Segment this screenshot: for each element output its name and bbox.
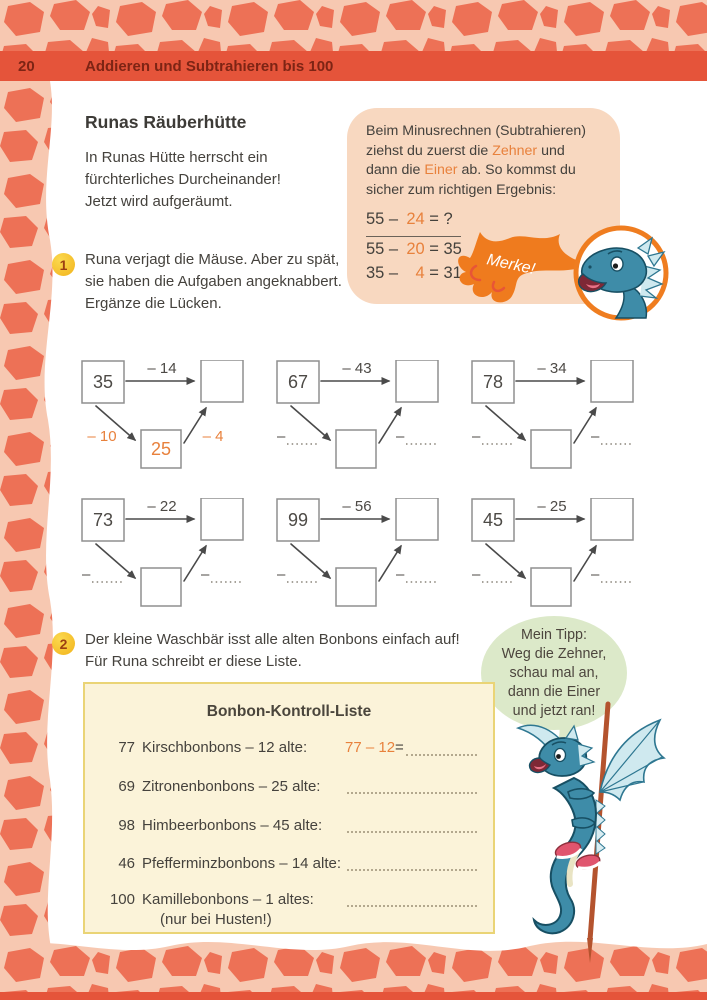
left-minus-label: – xyxy=(277,428,286,445)
bonbon-list-title: Bonbon-Kontroll-Liste xyxy=(206,703,372,720)
answer-blank xyxy=(406,740,477,756)
start-number: 78 xyxy=(482,372,504,392)
task2-line: Der kleine Waschbär isst alle alten Bonbons einfach auf! xyxy=(85,631,460,648)
bonbon-row xyxy=(103,891,477,933)
example-equations xyxy=(366,210,462,288)
right-minus-label: – xyxy=(591,566,600,583)
answer-equation: 77 – 12 xyxy=(345,739,396,756)
start-number: 35 xyxy=(92,372,114,392)
arrow xyxy=(96,544,135,578)
header-band xyxy=(0,51,707,81)
merke-line: ab. So kommst du xyxy=(457,162,576,178)
right-minus-label: – xyxy=(201,566,210,583)
bonbon-note: (nur bei Husten!) xyxy=(160,911,272,928)
diagram-box xyxy=(336,568,376,606)
top-minus-label: – 43 xyxy=(342,360,372,377)
bonbon-label: Kamillebonbons – 1 altes: xyxy=(142,891,314,908)
climbing-dragon-illustration xyxy=(512,700,667,970)
answer-equals: = xyxy=(395,739,404,756)
start-number: 67 xyxy=(287,372,309,392)
intro-line: In Runas Hütte herrscht ein xyxy=(85,149,268,166)
task2-text xyxy=(85,629,460,673)
task2-badge xyxy=(52,632,75,655)
bonbon-count: 100 xyxy=(109,891,135,908)
left-minus-label: – 10 xyxy=(87,428,117,445)
bonbon-list-box xyxy=(83,682,495,934)
merke-line: dann die xyxy=(366,162,425,178)
right-minus-label: – xyxy=(396,566,405,583)
bonbon-row xyxy=(103,817,477,837)
top-minus-label: – 34 xyxy=(537,360,567,377)
bonbon-label: Himbeerbonbons – 45 alte: xyxy=(142,817,323,834)
diagram-box xyxy=(396,498,438,540)
intro-line: fürchterliches Durcheinander! xyxy=(85,171,281,188)
subtraction-diagram-3 xyxy=(470,360,662,472)
start-number: 99 xyxy=(287,510,309,530)
bonbon-row xyxy=(103,778,477,798)
answer-blank xyxy=(347,778,477,794)
bonbon-row xyxy=(103,855,477,875)
tip-line: schau mal an, xyxy=(509,665,599,681)
merke-badge-label: Merke! xyxy=(485,251,537,279)
top-minus-label: – 25 xyxy=(537,498,567,515)
diagram-box xyxy=(336,430,376,468)
task2-number: 2 xyxy=(59,635,68,652)
task2-line: Für Runa schreibt er diese Liste. xyxy=(85,653,302,670)
left-minus-label: – xyxy=(472,566,481,583)
intro-line: Jetzt wird aufgeräumt. xyxy=(85,193,233,210)
answer-blank xyxy=(347,855,477,871)
bonbon-label: Kirschbonbons – 12 alte: xyxy=(142,739,308,756)
bonbon-count: 77 xyxy=(118,739,135,756)
subtraction-diagram-5 xyxy=(275,498,467,610)
equation-divider-line xyxy=(366,236,461,237)
merke-text xyxy=(366,122,586,200)
middle-value: 25 xyxy=(150,439,172,459)
keyword-einer: Einer xyxy=(424,162,458,178)
diagram-box xyxy=(591,498,633,540)
bonbon-label: Zitronenbonbons – 25 alte: xyxy=(142,778,321,795)
arrow xyxy=(486,544,525,578)
intro-paragraph xyxy=(85,147,281,213)
bonbon-count: 46 xyxy=(118,855,135,872)
dragon-head-illustration xyxy=(570,222,672,324)
diagram-box xyxy=(141,568,181,606)
page-number: 20 xyxy=(18,57,35,75)
section-heading: Runas Räuberhütte xyxy=(85,112,247,132)
equation: 55 – 20 = 35 xyxy=(366,240,462,258)
tip-line: dann die Einer xyxy=(507,684,601,700)
top-minus-label: – 22 xyxy=(147,498,177,515)
keyword-zehner: Zehner xyxy=(492,142,538,159)
diagram-box xyxy=(591,360,633,402)
right-minus-label: – xyxy=(396,428,405,445)
merke-line: und xyxy=(537,142,565,159)
diagram-box xyxy=(396,360,438,402)
merke-line: sicher zum richtigen Ergebnis: xyxy=(366,181,557,198)
diagram-box xyxy=(201,360,243,402)
task1-line: sie haben die Aufgaben angeknabbert. xyxy=(85,273,342,290)
bonbon-row xyxy=(103,739,477,759)
answer-blank xyxy=(347,817,477,833)
left-minus-label: – xyxy=(277,566,286,583)
tip-line: Mein Tipp: xyxy=(521,627,587,643)
tip-line: Weg die Zehner, xyxy=(501,646,607,662)
merke-line: Beim Minusrechnen (Subtrahieren) xyxy=(366,123,587,139)
diagram-box xyxy=(531,568,571,606)
bonbon-count: 98 xyxy=(118,817,135,834)
bonbon-count: 69 xyxy=(118,778,135,795)
right-minus-label: – xyxy=(591,428,600,445)
diagram-box xyxy=(531,430,571,468)
subtraction-diagram-1 xyxy=(80,360,272,472)
tip-line: und jetzt ran! xyxy=(512,703,596,719)
equation: 35 – 4 = 31 xyxy=(366,264,462,282)
chapter-title: Addieren und Subtrahieren bis 100 xyxy=(85,57,334,75)
top-minus-label: – 14 xyxy=(147,360,177,377)
answer-blank xyxy=(347,891,477,907)
task1-line: Runa verjagt die Mäuse. Aber zu spät, xyxy=(85,251,340,268)
diagram-box xyxy=(201,498,243,540)
left-minus-label: – xyxy=(472,428,481,445)
arrow xyxy=(291,406,330,440)
subtraction-diagram-6 xyxy=(470,498,662,610)
bonbon-label: Pfefferminzbonbons – 14 alte: xyxy=(142,855,342,872)
subtraction-diagram-4 xyxy=(80,498,272,610)
start-number: 45 xyxy=(482,510,504,530)
task1-text xyxy=(85,249,342,315)
arrow xyxy=(486,406,525,440)
right-minus-label: – 4 xyxy=(202,428,224,445)
equation: 55 – 24 = ? xyxy=(366,210,453,228)
start-number: 73 xyxy=(92,510,114,530)
left-minus-label: – xyxy=(82,566,91,583)
subtraction-diagram-2 xyxy=(275,360,467,472)
arrow xyxy=(291,544,330,578)
top-minus-label: – 56 xyxy=(342,498,372,515)
task1-badge xyxy=(52,253,75,276)
merke-line: ziehst du zuerst die xyxy=(366,142,493,159)
task1-number: 1 xyxy=(59,256,68,273)
task1-line: Ergänze die Lücken. xyxy=(85,295,222,312)
